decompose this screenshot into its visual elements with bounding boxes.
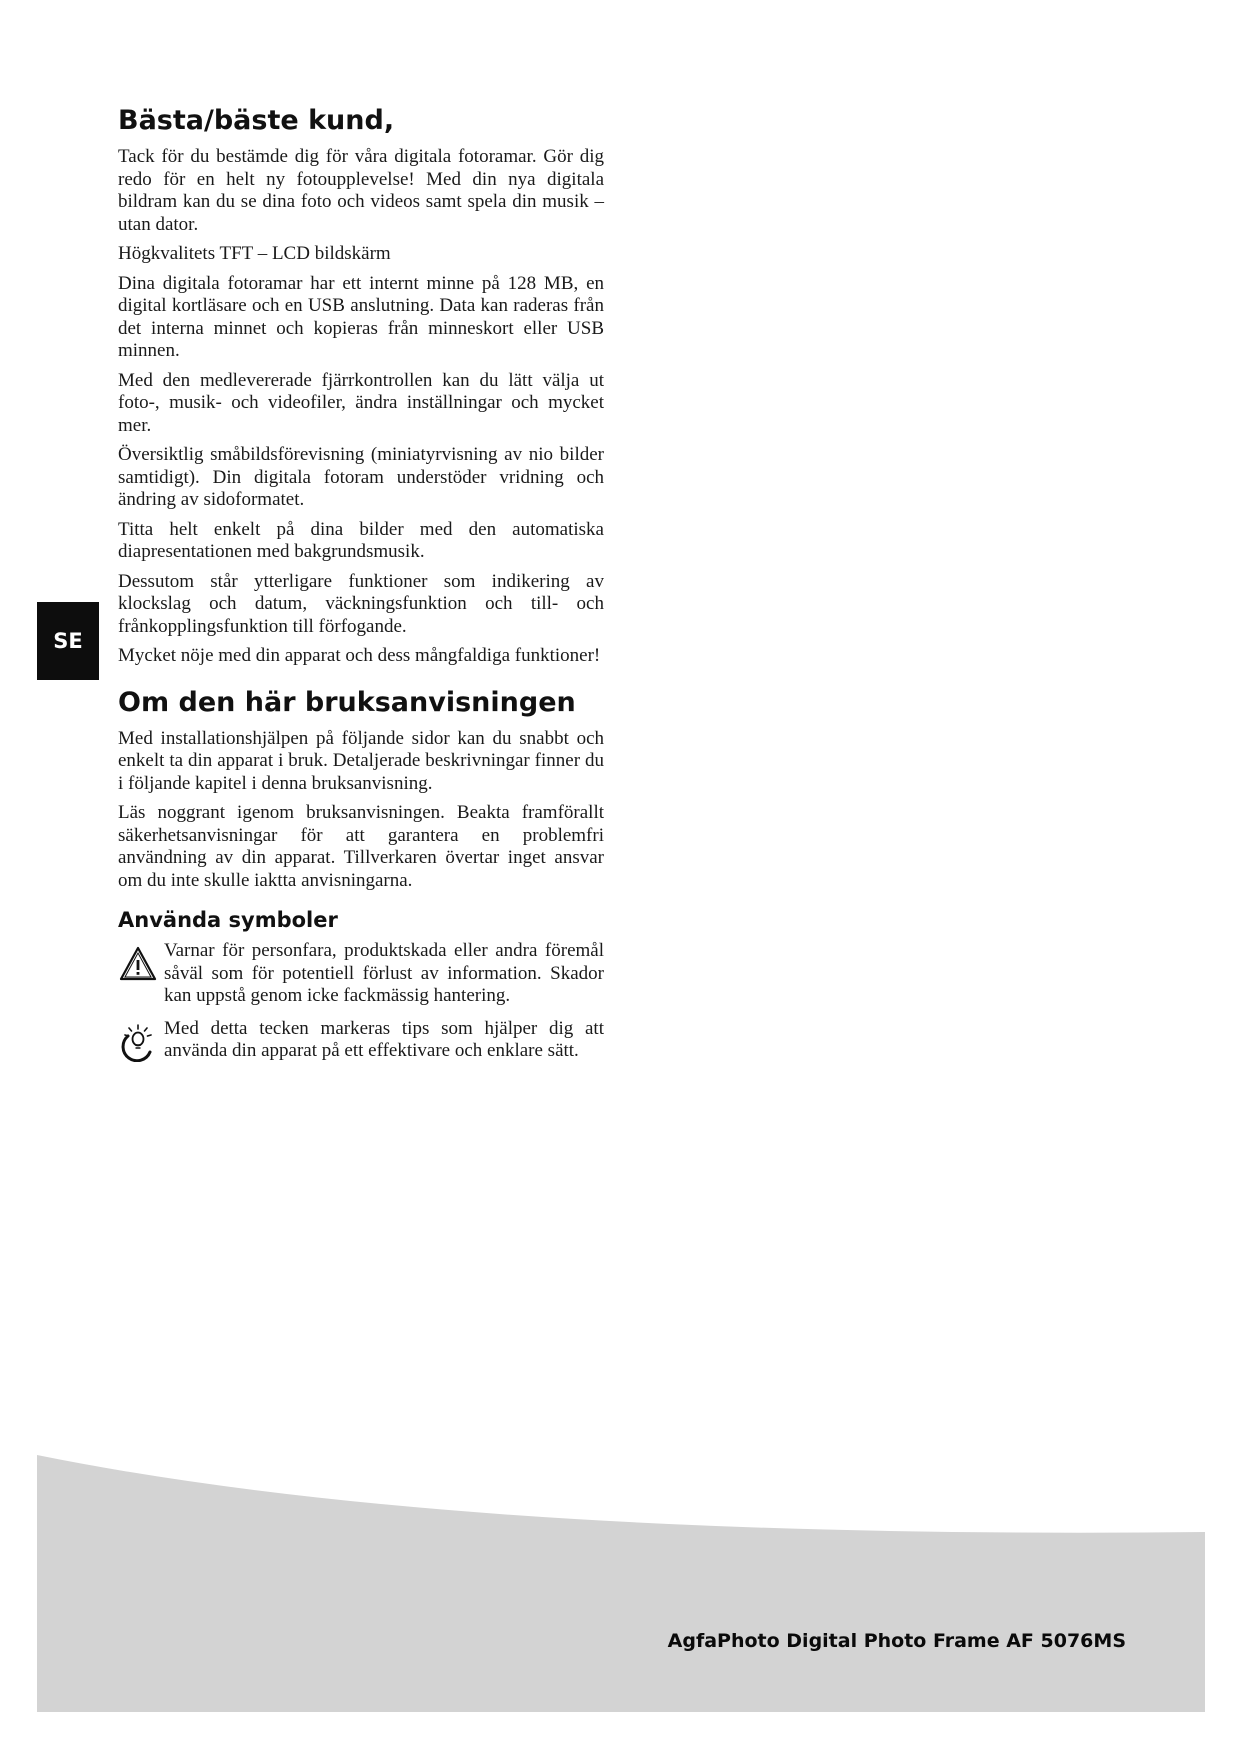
lightbulb-tip-icon [118,1022,158,1062]
page-content [118,104,604,1073]
welcome-heading: Bästa/bäste kund, [118,105,395,136]
tip-description: Med detta tecken markeras tips som hjälper dig att använda din apparat på ett effektivare och enklare sätt. [164,1017,604,1061]
welcome-paragraph: Titta helt enkelt på dina bilder med den automatiska diapresentationen med bakgrundsmusik. [118,518,604,562]
footer-band [37,1455,1205,1712]
welcome-paragraph: Mycket nöje med din apparat och dess mångfaldiga funktioner! [118,645,601,666]
welcome-paragraph: Högkvalitets TFT – LCD bildskärm [118,243,391,264]
manual-paragraph: Med installationshjälpen på följande sidor kan du snabbt och enkelt ta din apparat i bruk. Detaljerade beskrivningar finner du i följande kapitel i denna bruksanvisning. [118,727,604,794]
manual-paragraph: Läs noggrant igenom bruksanvisningen. Beakta framförallt säkerhetsanvisningar för att garantera en problemfri användning av din apparat. Tillverkaren övertar inget ansvar om du inte skulle iaktta anvisningarna. [118,802,604,891]
welcome-paragraph: Dina digitala fotoramar har ett internt minne på 128 MB, en digital kortläsare och en USB anslutning. Data kan raderas från det interna minnet och kopieras från minneskort eller USB minnen. [118,272,604,361]
footer-product-title: AgfaPhoto Digital Photo Frame AF 5076MS [667,1630,1126,1652]
welcome-paragraph: Översiktlig småbildsförevisning (miniatyrvisning av nio bilder samtidigt). Din digitala fotoram understöder vridning och ändring av sidoformatet. [118,444,604,510]
symbols-heading: Använda symboler [118,908,338,932]
warning-triangle-icon [118,944,158,984]
warning-symbol-entry [118,940,604,1008]
welcome-paragraph: Dessutom står ytterligare funktioner som indikering av klockslag och datum, väckningsfunktion och till- och frånkopplingsfunktion till förfogande. [118,570,604,637]
welcome-paragraph: Med den medlevererade fjärrkontrollen kan du lätt välja ut foto-, musik- och videofiler, ändra inställningar och mycket mer. [118,369,604,436]
language-tab: SE [37,602,99,680]
warning-description: Varnar för personfara, produktskada eller andra föremål såväl som för potentiell förlust av information. Skador kan uppstå genom icke fackmässig hantering. [164,940,604,1006]
tip-symbol-entry [118,1018,604,1063]
welcome-paragraph: Tack för du bestämde dig för våra digitala fotoramar. Gör dig redo för en helt ny fotoupplevelse! Med din nya digitala bildram kan du se dina foto och videos samt spela din musik – utan dator. [118,146,604,235]
manual-heading: Om den här bruksanvisningen [118,686,576,718]
